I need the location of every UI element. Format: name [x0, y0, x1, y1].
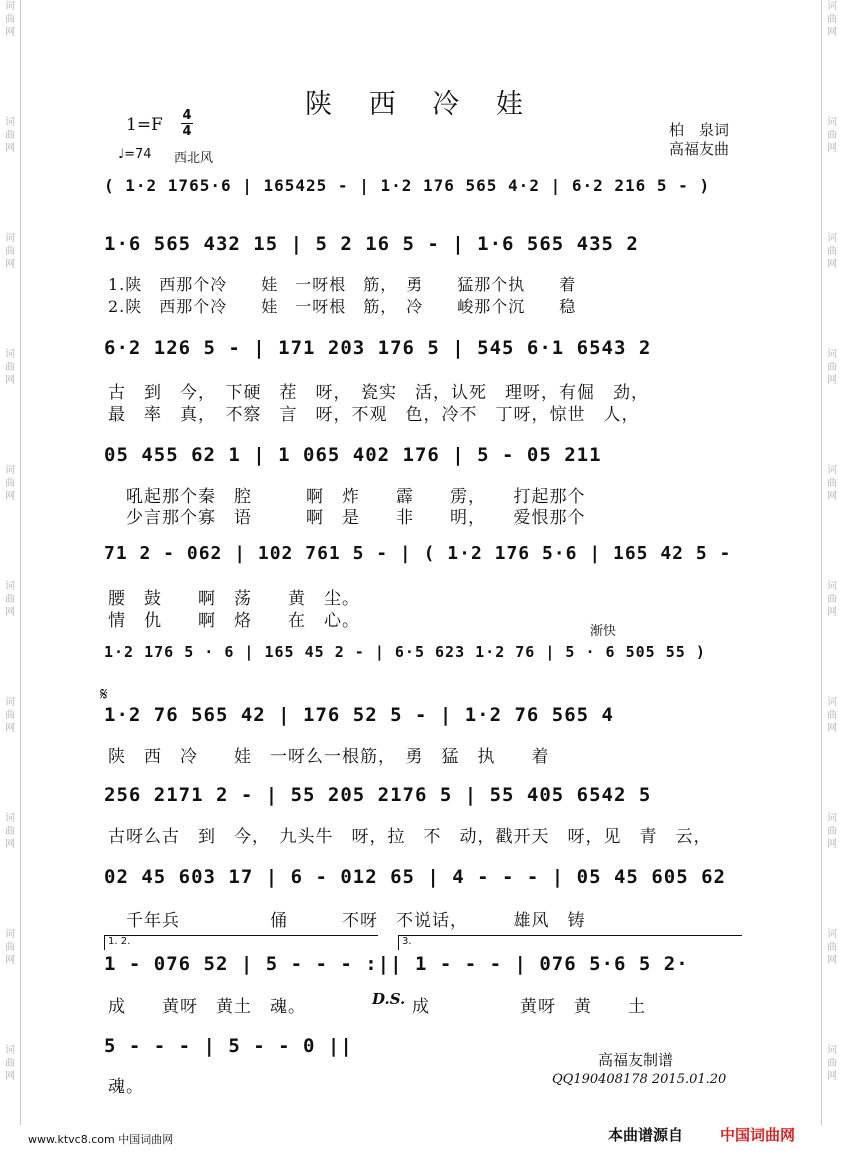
- watermark: 词曲网: [827, 1045, 837, 1082]
- watermark: 词曲网: [5, 813, 15, 850]
- notation-text: 1·6 565 432 15 | 5 2 16 5 - | 1·6 565 435 2: [104, 233, 639, 255]
- lyric-line: 最 率 真， 不察 言 呀，不观 色，冷不 丁呀，惊世 人，: [108, 405, 640, 425]
- notation-row-3: [104, 337, 740, 365]
- watermark: 词曲网: [827, 465, 837, 502]
- watermark: 词曲网: [827, 349, 837, 386]
- lyric-line: 成 黄呀 黄土 魂。: [108, 997, 306, 1017]
- meter-top: 4: [182, 108, 192, 123]
- volta-bracket-1: 1. 2.: [104, 935, 378, 950]
- notation-row-9: [104, 866, 740, 894]
- right-watermark-column: [825, 0, 839, 1120]
- watermark: 词曲网: [5, 349, 15, 386]
- notation-text: 1·2 176 5 · 6 | 165 45 2 - | 6·5 623 1·2 76 | 5 · 6 505 55 ): [104, 643, 706, 661]
- lyric-line: 腰 鼓 啊 荡 黄 尘。: [108, 589, 360, 609]
- notation-row-8: [104, 784, 740, 812]
- lyric-line: 古呀么古 到 今， 九头牛 呀，拉 不 动，戳开天 呀，见 青 云，: [108, 827, 712, 847]
- watermark: 词曲网: [5, 697, 15, 734]
- left-border-line: [20, 0, 21, 1125]
- watermark: 词曲网: [827, 581, 837, 618]
- watermark: 词曲网: [5, 465, 15, 502]
- notation-text: 1 - 076 52 | 5 - - - :|| 1 - - - | 076 5·6 5 2·: [104, 953, 689, 975]
- watermark: 词曲网: [5, 929, 15, 966]
- notation-text: 256 2171 2 - | 55 205 2176 5 | 55 405 6542 5: [104, 784, 652, 806]
- tempo-mark: ♩=74: [118, 147, 152, 162]
- watermark: 词曲网: [827, 1, 837, 38]
- style-mark: 西北风: [174, 151, 214, 166]
- watermark: 词曲网: [827, 117, 837, 154]
- lyric-line: 吼起那个秦 腔 啊 炸 霹 雳， 打起那个: [108, 487, 586, 507]
- composer-credit: 高福友曲: [668, 140, 729, 158]
- notation-row-5: [104, 543, 740, 571]
- score-maker: 高福友制谱: [598, 1051, 674, 1069]
- notation-row-1: [104, 176, 740, 204]
- lyric-line: 少言那个寡 语 啊 是 非 明， 爱恨那个: [108, 508, 586, 528]
- lyric-line: 古 到 今， 下硬 茬 呀， 瓷实 活，认死 理呀，有倔 劲，: [108, 383, 649, 403]
- key-signature: 1=F: [126, 115, 163, 135]
- song-title: 陕 西 冷 娃: [305, 89, 537, 120]
- footer-brand-link[interactable]: 中国词曲网: [720, 1126, 796, 1144]
- watermark: 词曲网: [827, 233, 837, 270]
- meter-bottom: 4: [182, 124, 192, 139]
- watermark: 词曲网: [5, 1, 15, 38]
- footer-source-label: 本曲谱源自: [608, 1126, 684, 1144]
- notation-text: 71 2 - 062 | 102 761 5 - | ( 1·2 176 5·6 | 165 42 5 -: [104, 543, 732, 564]
- notation-text: 05 455 62 1 | 1 065 402 176 | 5 - 05 211: [104, 444, 602, 466]
- watermark: 词曲网: [827, 929, 837, 966]
- notation-text: ( 1·2 1765·6 | 165425 - | 1·2 176 565 4·2 | 6·2 216 5 - ): [104, 176, 711, 195]
- time-signature: [181, 108, 193, 139]
- lyric-line: 情 仇 啊 烙 在 心。: [108, 611, 360, 631]
- footer-site[interactable]: www.ktvc8.com 中国词曲网: [28, 1133, 174, 1146]
- notation-row-10: [104, 953, 740, 981]
- lyric-line: 陕 西 冷 娃 一呀么一根筋， 勇 猛 执 着: [108, 747, 550, 767]
- lyricist-credit: 柏 泉词: [668, 121, 729, 139]
- watermark: 词曲网: [5, 581, 15, 618]
- right-border-line: [821, 0, 822, 1125]
- lyric-line: 千年兵 俑 不呀 不说话， 雄风 铸: [108, 911, 586, 931]
- dal-segno-mark: D.S.: [372, 990, 406, 1008]
- watermark: 词曲网: [5, 233, 15, 270]
- left-watermark-column: [3, 0, 17, 1120]
- notation-row-4: [104, 444, 740, 472]
- lyric-line: 2.陕 西那个冷 娃 一呀根 筋， 冷 峻那个沉 稳: [108, 297, 577, 316]
- watermark: 词曲网: [5, 1045, 15, 1082]
- lyric-line: 1.陕 西那个冷 娃 一呀根 筋， 勇 猛那个执 着: [108, 275, 577, 294]
- segno-sign: 𝄋: [100, 684, 108, 705]
- watermark: 词曲网: [5, 117, 15, 154]
- watermark: 词曲网: [827, 697, 837, 734]
- notation-row-7: [104, 704, 740, 732]
- lyric-line: 魂。: [108, 1077, 144, 1097]
- watermark: 词曲网: [827, 813, 837, 850]
- volta-bracket-2: 3.: [398, 935, 742, 950]
- lyric-line: 成 黄呀 黄 土: [412, 997, 646, 1017]
- accelerando-mark: 渐快: [590, 624, 617, 639]
- notation-text: 1·2 76 565 42 | 176 52 5 - | 1·2 76 565 4: [104, 704, 614, 726]
- notation-text: 6·2 126 5 - | 171 203 176 5 | 545 6·1 6543 2: [104, 337, 652, 359]
- contact-date: QQ190408178 2015.01.20: [552, 1072, 727, 1087]
- notation-row-6: [104, 643, 740, 671]
- notation-row-2: [104, 233, 740, 261]
- notation-text: 02 45 603 17 | 6 - 012 65 | 4 - - - | 05 45 605 62: [104, 866, 726, 888]
- notation-text: 5 - - - | 5 - - 0 ||: [104, 1035, 353, 1057]
